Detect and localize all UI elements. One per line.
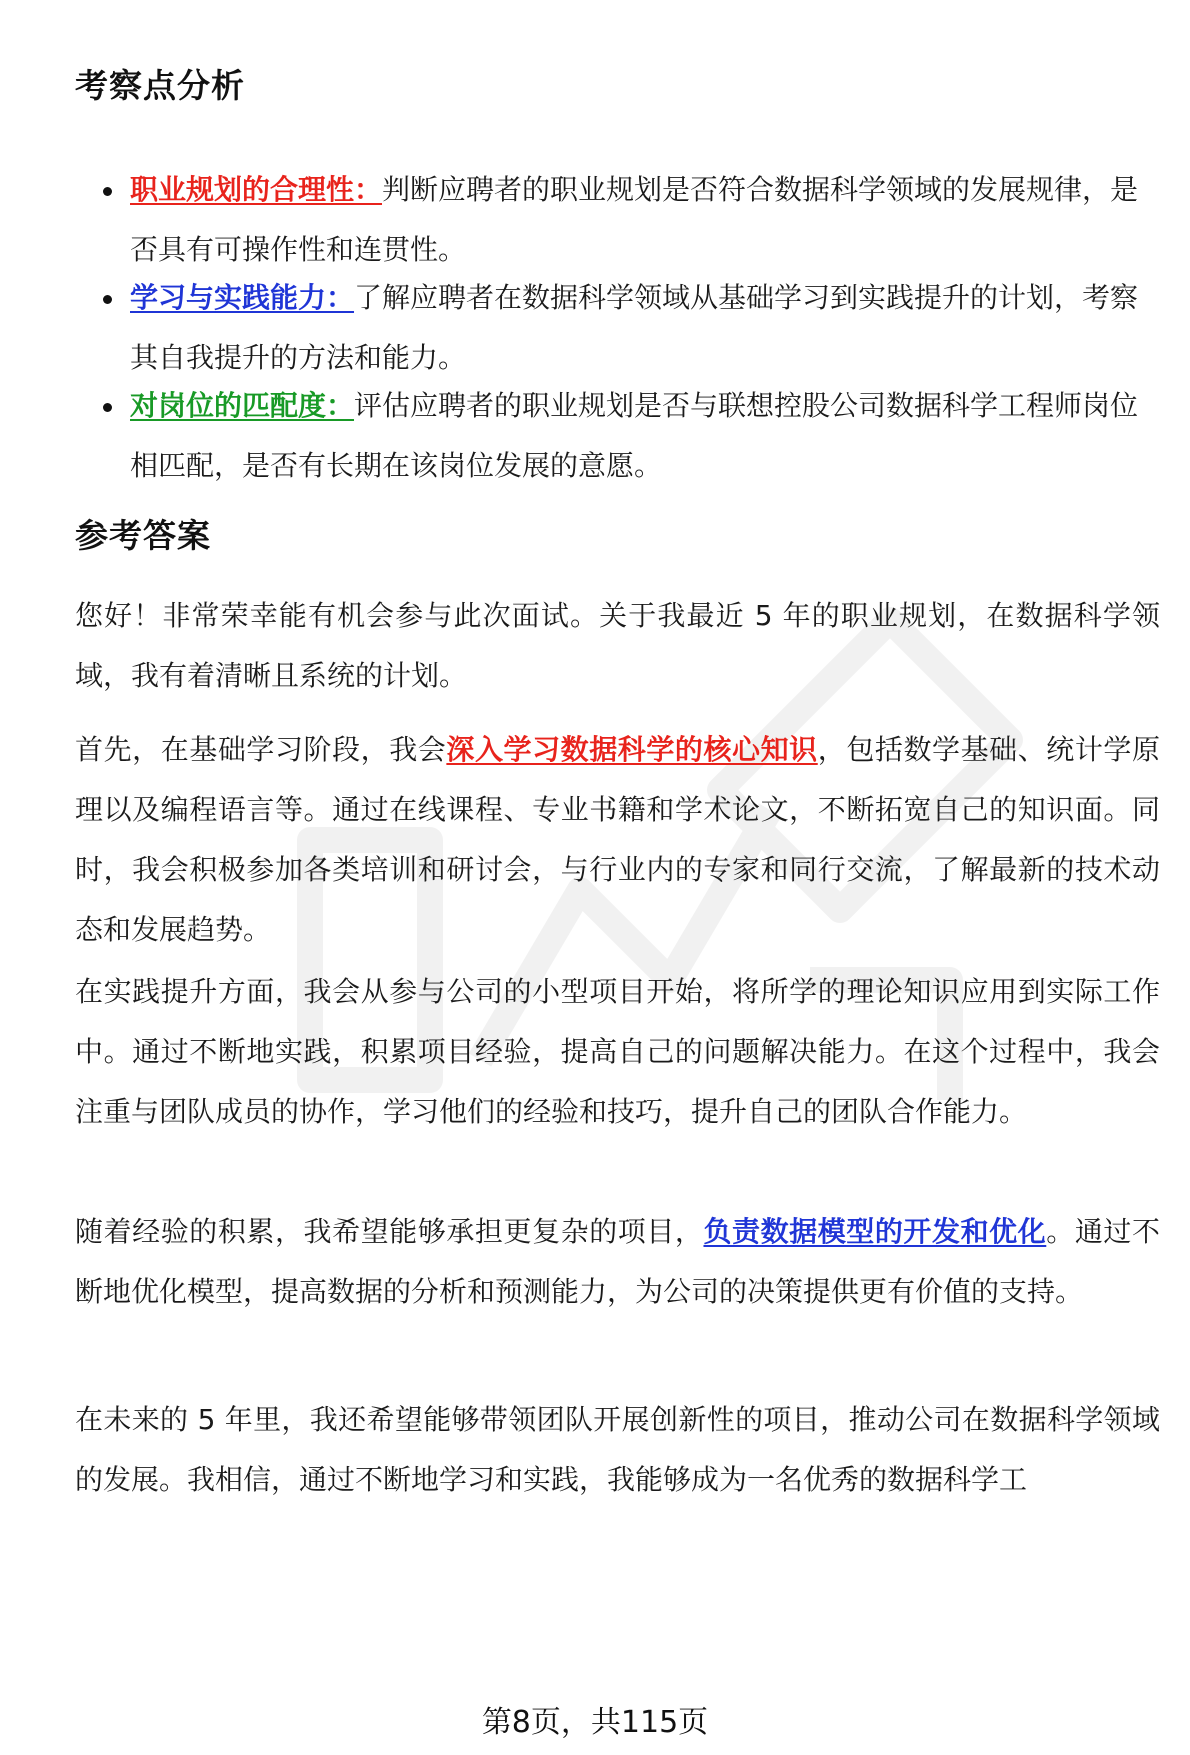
highlight-model-development: 负责数据模型的开发和优化 [703, 1215, 1047, 1248]
highlight-core-knowledge: 深入学习数据科学的核心知识 [446, 733, 818, 766]
bullet-dot-icon [103, 187, 112, 196]
analysis-bullet-list [75, 160, 1155, 484]
section-heading-analysis: 考察点分析 [75, 66, 245, 105]
answer-paragraph-3: 在实践提升方面，我会从参与公司的小型项目开始，将所学的理论知识应用到实际工作中。通过不断地实践，积累项目经验，提高自己的问题解决能力。在这个过程中，我会注重与团队成员的协作，学习他们的经验和技巧，提升自己的团队合作能力。 [75, 975, 1160, 1128]
paragraph-text: 随着经验的积累，我希望能够承担更复杂的项目， [75, 1215, 704, 1248]
page-number: 第8页，共115页 [481, 1705, 709, 1740]
bullet-text: 判断应聘者的职业规划是否符合数据科学领域的发展规律，是否具有可操作性和连贯性。 [130, 173, 1139, 266]
bullet-label: 对岗位的匹配度： [130, 389, 355, 422]
answer-paragraph-1: 您好！非常荣幸能有机会参与此次面试。关于我最近 5 年的职业规划，在数据科学领域，我有着清晰且系统的计划。 [75, 599, 1160, 692]
bullet-item [75, 376, 1155, 484]
section-heading-answer: 参考答案 [75, 516, 211, 555]
bullet-text: 评估应聘者的职业规划是否与联想控股公司数据科学工程师岗位相匹配，是否有长期在该岗位发展的意愿。 [130, 389, 1139, 482]
paragraph-text: 。通过不断地优化模型，提高数据的分析和预测能力，为公司的决策提供更有价值的支持。 [75, 1215, 1160, 1308]
answer-paragraph-5: 在未来的 5 年里，我还希望能够带领团队开展创新性的项目，推动公司在数据科学领域的发展。我相信，通过不断地学习和实践，我能够成为一名优秀的数据科学工 [75, 1403, 1160, 1496]
bullet-item [75, 268, 1155, 376]
answer-paragraph-2 [75, 720, 1160, 960]
bullet-dot-icon [103, 403, 112, 412]
paragraph-text: 首先，在基础学习阶段，我会 [75, 733, 447, 766]
bullet-text: 了解应聘者在数据科学领域从基础学习到实践提升的计划，考察其自我提升的方法和能力。 [130, 281, 1139, 374]
paragraph-text: ，包括数学基础、统计学原理以及编程语言等。通过在线课程、专业书籍和学术论文，不断拓宽自己的知识面。同时，我会积极参加各类培训和研讨会，与行业内的专家和同行交流，了解最新的技术动态和发展趋势。 [75, 733, 1160, 946]
answer-paragraph-4 [75, 1202, 1160, 1322]
bullet-label: 职业规划的合理性： [130, 173, 383, 206]
bullet-item [75, 160, 1155, 268]
bullet-label: 学习与实践能力： [130, 281, 355, 314]
bullet-dot-icon [103, 295, 112, 304]
